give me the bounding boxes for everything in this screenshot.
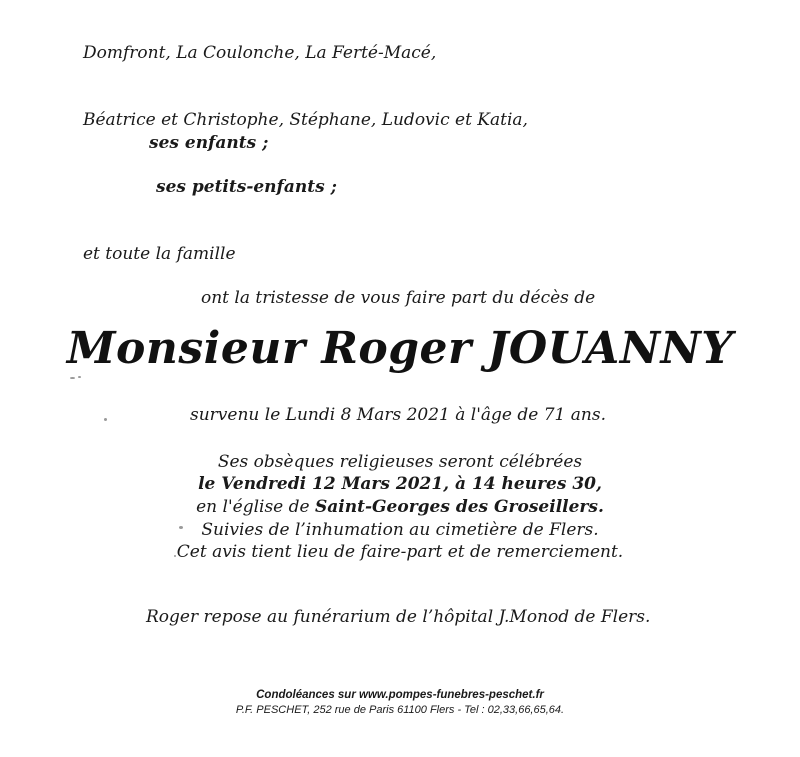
rest-place-line: Roger repose au funérarium de l’hôpital J.Monod de Flers. — [146, 607, 651, 627]
death-info: survenu le Lundi 8 Mars 2021 à l'âge de 71 ans. — [190, 405, 606, 425]
scan-speck — [174, 555, 176, 557]
children-names: Béatrice et Christophe, Stéphane, Ludovic et Katia, — [83, 110, 528, 130]
church-prefix: en l'église de — [196, 497, 315, 517]
funeral-line-1: Ses obsèques religieuses seront célébrées — [217, 452, 583, 472]
notice-line: Cet avis tient lieu de faire-part et de remerciement. — [176, 542, 624, 562]
locations-line: Domfront, La Coulonche, La Ferté-Macé, — [83, 43, 437, 63]
scan-speck — [70, 377, 75, 379]
church-name: Saint-Georges des Groseillers. — [315, 497, 604, 517]
burial-line: Suivies de l’inhumation au cimetière de Flers. — [201, 520, 599, 540]
scan-speck — [78, 376, 81, 378]
children-label: ses enfants ; — [149, 133, 269, 153]
funeral-church-line — [0, 497, 800, 517]
scan-speck — [179, 526, 183, 529]
scan-speck — [104, 418, 107, 421]
condolences-line: Condoléances sur www.pompes-funebres-peschet.fr — [256, 689, 544, 701]
family-line: et toute la famille — [83, 244, 236, 264]
announcement-line: ont la tristesse de vous faire part du décès de — [201, 288, 596, 308]
funeral-date-time: le Vendredi 12 Mars 2021, à 14 heures 30, — [198, 474, 602, 494]
deceased-name: Monsieur Roger JOUANNY — [66, 323, 734, 374]
grandchildren-label: ses petits-enfants ; — [156, 177, 337, 197]
address-line: P.F. PESCHET, 252 rue de Paris 61100 Flers - Tel : 02,33,66,65,64. — [235, 704, 565, 716]
